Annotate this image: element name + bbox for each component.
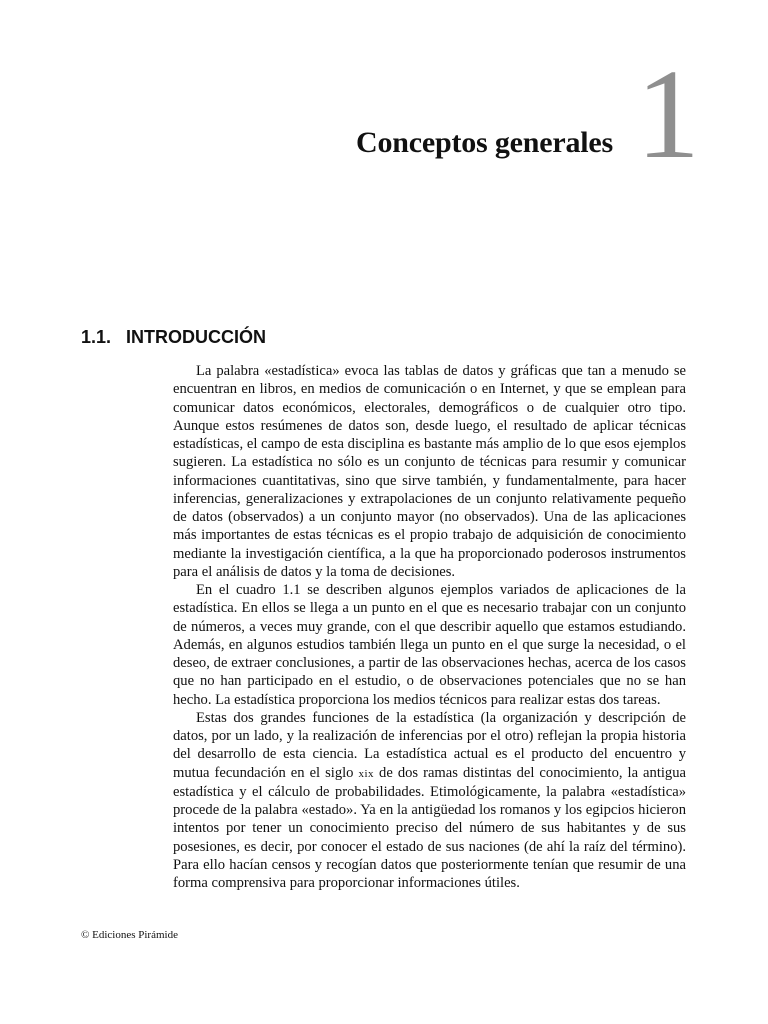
paragraph-3-part-2: de dos ramas distintas del conocimiento, la antigua estadística y el cálculo de probabilidades. Etimológicamente, la palabra «estadística» procede de la palabra «estado». Ya en la antigüedad los romanos y los egipcios hicieron intentos por tener un conocimiento preciso del número de sus habitantes y de sus posesiones, es decir, por conocer el estado de sus naciones (de ahí la raíz del término). Para ello hacían censos y recogían datos que posteriormente tenían que resumir de una forma comprensiva para proporcionar informaciones útiles.: [173, 764, 686, 891]
section-heading: [81, 327, 266, 348]
paragraph-1: La palabra «estadística» evoca las tablas de datos y gráficas que tan a menudo se encuentran en libros, en medios de comunicación o en Internet, y que se emplean para comunicar datos económicos, electorales, demográficos o de cualquier otro tipo. Aunque estos resúmenes de datos son, desde luego, el resultado de aplicar técnicas estadísticas, el campo de esta disciplina es bastante más amplio de lo que esos ejemplos sugieren. La estadística no sólo es un conjunto de técnicas para resumir y comunicar informaciones cuantitativas, sino que sirve también, y fundamentalmente, para hacer inferencias, generalizaciones y extrapolaciones de un conjunto relativamente pequeño de datos (observados) a un conjunto mayor (no observados). Una de las aplicaciones más importantes de estas técnicas es el propio trabajo de adquisición de conocimiento mediante la investigación científica, a la que ha proporcionado poderosos instrumentos para el análisis de datos y la toma de decisiones.: [173, 363, 686, 580]
footer-copyright: © Ediciones Pirámide: [81, 929, 178, 941]
body-text: [173, 362, 686, 892]
century-small-caps: xix: [358, 767, 375, 780]
paragraph-3-part-1: Estas dos grandes funciones de la estadística (la organización y descripción de datos, por un lado, y la realización de inferencias por el otro) reflejan la propia historia del desarrollo de esta ciencia. La estadística actual es el producto del encuentro y mutua fecundación en el siglo: [173, 709, 686, 781]
section-number: 1.1.: [81, 327, 112, 347]
paragraph-2: En el cuadro 1.1 se describen algunos ejemplos variados de aplicaciones de la estadística. En ellos se llega a un punto en el que es necesario trabajar con un conjunto de números, a veces muy grande, con el que describir aquello que estamos estudiando. Además, en algunos estudios también llega un punto en el que surge la necesidad, o el deseo, de extraer conclusiones, a partir de las observaciones hechas, acerca de los casos que no han participado en el estudio, o de observaciones potenciales que no se han hecho. La estadística proporciona los medios técnicos para realizar estas dos tareas.: [173, 582, 686, 708]
chapter-title: Conceptos generales: [356, 126, 613, 159]
chapter-number: 1: [636, 43, 700, 185]
section-title: INTRODUCCIÓN: [126, 327, 266, 347]
paragraph-3: [173, 709, 686, 893]
